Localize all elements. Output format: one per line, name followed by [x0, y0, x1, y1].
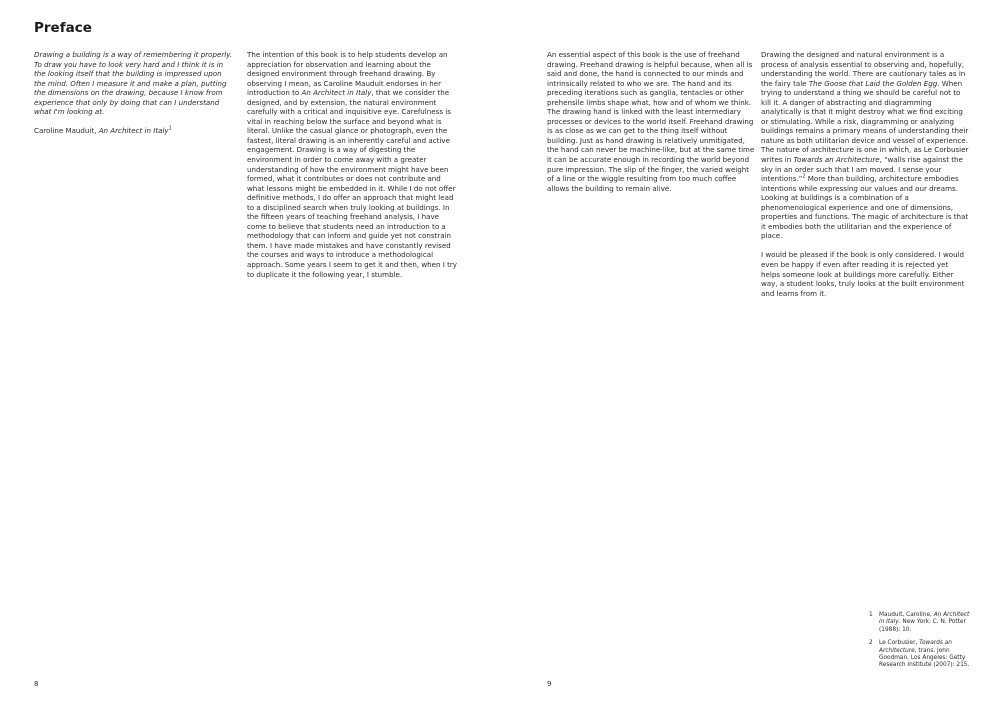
- epigraph-attribution: [34, 126, 234, 136]
- page-number-left: 8: [34, 680, 39, 688]
- book-title: Towards an Architecture: [879, 640, 952, 654]
- page-title: Preface: [34, 20, 92, 36]
- footnote-number: 1: [869, 612, 873, 618]
- book-title: The Goose that Laid the Golden Egg: [808, 78, 938, 88]
- paragraph: [761, 50, 969, 241]
- body-column-1: [247, 50, 459, 279]
- footnote-ref-2: 2: [802, 173, 806, 180]
- text-run: , that we consider the designed, and by extension, the natural environment carefully with a critical and inquisitive eye. Carefulness is vital in reaching below the surface and beyond what is literal. Unlike the casual glance or photograph, even the fastest, literal drawing is an inherently careful and active engagement. Drawing is a way of digesting the environment in order to come away with a greater understanding of how the environment might have been formed, what it contributes or does not contribute and what lessons might be embedded in it. While I do not offer definitive methods, I do offer an approach that might lead to a disciplined search when truly looking at buildings. In the fifteen years of teaching freehand analysis, I have come to believe that students need an introduction to a methodology that can inform and guide yet not constrain them. I have made mistakes and have constantly revised the courses and ways to introduce a methodological approach. Some years I seem to get it and then, when I try to duplicate it the following year, I stumble.: [247, 88, 457, 279]
- epigraph: [34, 50, 234, 136]
- page-number-right: 9: [547, 680, 552, 688]
- body-column-2: [547, 50, 755, 193]
- epigraph-work: An Architect in Italy: [98, 126, 169, 136]
- footnote-text: [879, 640, 974, 670]
- right-page: [500, 0, 1000, 707]
- text-run: Drawing the designed and natural environment is a process of analysis essential to observing and, hopefully, understanding the world. There are cautionary tales as in the fairy tale: [761, 50, 966, 88]
- text-run: , trans. John Goodman. Los Angeles: Getty Research Institute (2007): 215.: [879, 647, 970, 669]
- paragraph: An essential aspect of this book is the use of freehand drawing. Freehand drawing is helpful because, when all is said and done, the hand is connected to our minds and intrinsically related to who we are. The hand and its preceding iterations such as ganglia, tentacles or other prehensile limbs shape what, how and of whom we think. The drawing hand is linked with the least intermediary processes or devices to the world itself. Freehand drawing is as close as we can get to the thing itself without building. Just as hand drawing is relatively unmitigated, the hand can never be machine-like, but at the same time it can be accurate enough in recording the world beyond pure impression. The slip of the finger, the varied weight of a line or the wiggle resulting from too much coffee allows the building to remain alive.: [547, 50, 755, 193]
- footnote: [869, 640, 974, 670]
- text-run: , “walls rise against the sky in an order such that I am moved. I sense your intentions.”: [761, 155, 963, 184]
- text-run: The intention of this book is to help students develop an appreciation for observation and learning about the designed environment through freehand drawing. By observing I mean, as Caroline Mauduit endorses in her introduction to: [247, 50, 448, 98]
- text-run: More than building, architecture embodies intentions while expressing our values and our dreams. Looking at buildings is a combination of a phenomenological experience and one of dimensions, properties and functions. The magic of architecture is that it embodies both the utilitarian and the experience of place.: [761, 174, 969, 241]
- book-title: An Architect in Italy: [879, 612, 970, 626]
- footnote: [869, 612, 974, 634]
- paragraph: [247, 50, 459, 279]
- footnote-text: [879, 612, 974, 634]
- epigraph-quote: Drawing a building is a way of remembering it properly. To draw you have to look very hard and I think it is in the looking itself that the building is impressed upon the mind. Often I measure it and make a plan, putting the dimensions on the drawing, because I know from experience that only by doing that can I understand what I'm looking at.: [34, 50, 233, 117]
- text-run: . New York: C. N. Potter (1988): 10.: [879, 619, 966, 633]
- paragraph: I would be pleased if the book is only considered. I would even be happy if even after reading it is rejected yet helps someone look at buildings more carefully. Either way, a student looks, truly looks at the built environment and learns from it.: [761, 250, 965, 298]
- footnote-number: 2: [869, 640, 873, 647]
- text-run: Le Corbusier,: [879, 640, 920, 647]
- footnote-ref-1: 1: [168, 125, 172, 132]
- book-title: Towards an Architecture: [793, 155, 880, 165]
- book-title: An Architect in Italy: [301, 88, 372, 98]
- text-run: Mauduit, Caroline,: [879, 612, 934, 618]
- body-column-3: [761, 50, 969, 298]
- text-run: . When trying to understand a thing we should be careful not to kill it. A danger of abstracting and diagramming analytically is that it might destroy what we find exciting or stimulating. While a risk, diagramming or analyzing buildings remains a primary means of understanding their nature as both utilitarian device and vessel of experience. The nature of architecture is one in which, as Le Corbusier writes in: [761, 78, 969, 165]
- epigraph-author: Caroline Mauduit,: [34, 126, 99, 136]
- footnotes: [869, 612, 974, 676]
